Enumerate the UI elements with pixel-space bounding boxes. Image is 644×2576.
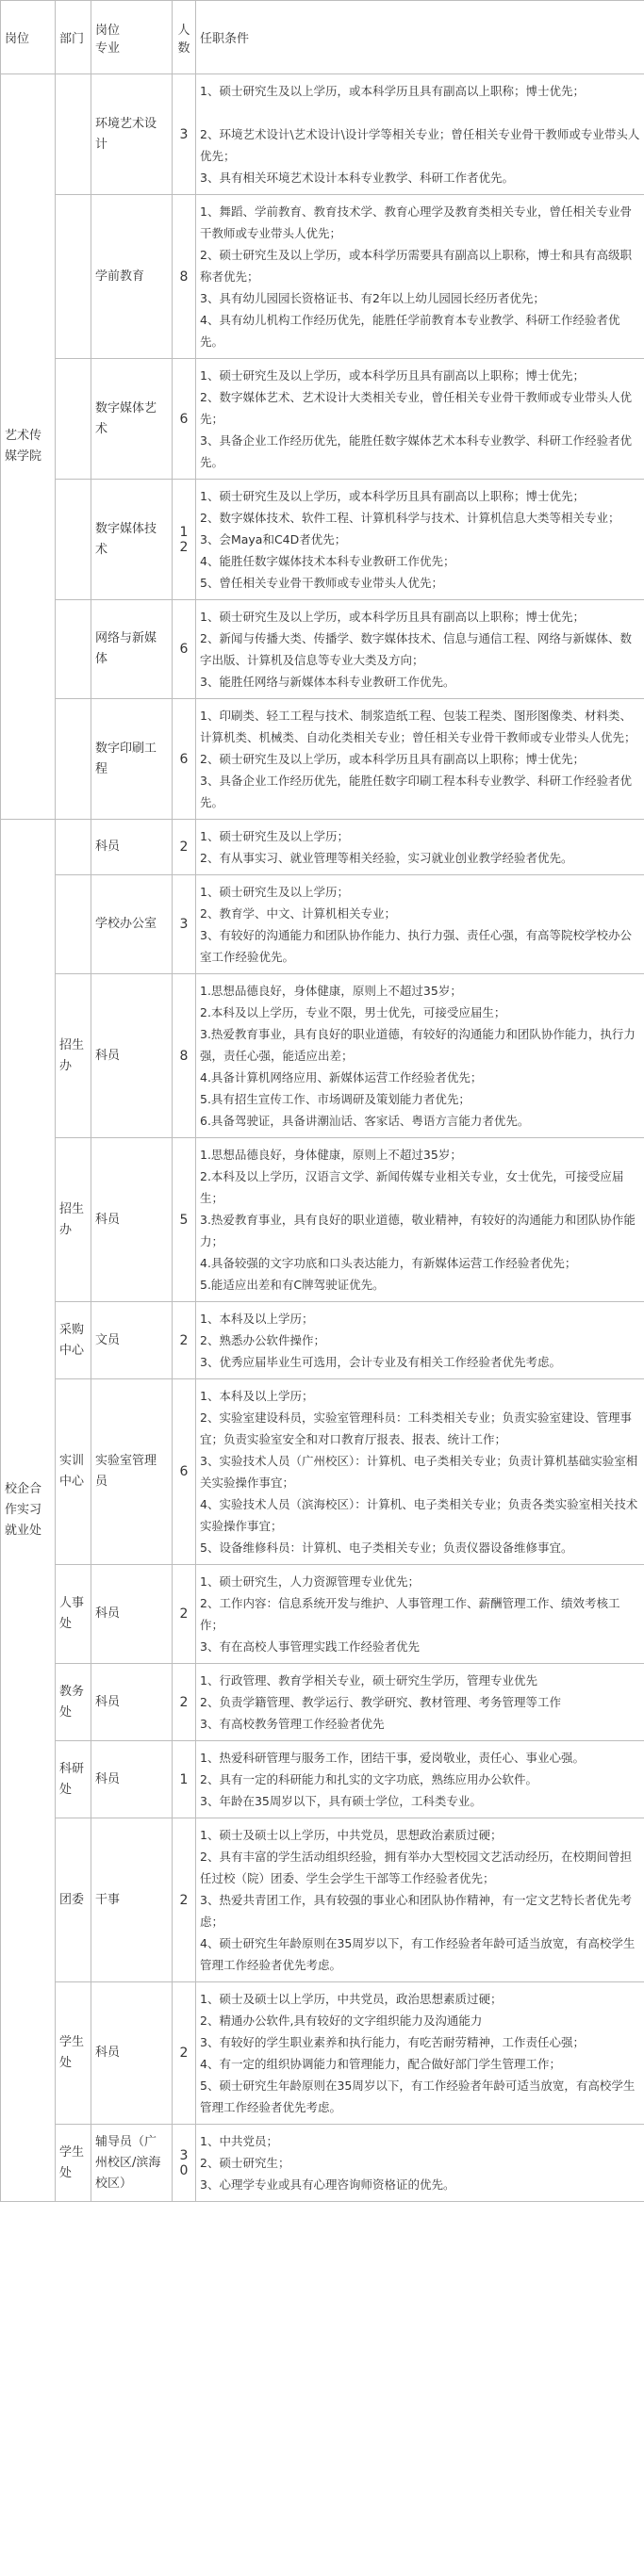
dept-cell: 学生处 <box>56 1982 91 2125</box>
requirement-line: 1.思想品德良好，身体健康，原则上不超过35岁； <box>200 984 462 998</box>
requirement-line: 5、曾任相关专业骨干教师或专业带头人优先； <box>200 576 443 590</box>
requirement-line: 1.思想品德良好，身体健康，原则上不超过35岁； <box>200 1148 462 1162</box>
group-cell: 艺术传媒学院 <box>1 74 56 820</box>
count-cell: 2 <box>173 1565 196 1664</box>
header-position: 岗位 专业 <box>91 1 173 74</box>
table-row <box>1 195 644 359</box>
requirement-line: 3、有在高校人事管理实践工作经验者优先 <box>200 1639 420 1654</box>
dept-cell: 团委 <box>56 1818 91 1982</box>
requirement-cell <box>196 1565 644 1664</box>
requirement-line: 4、有一定的组织协调能力和管理能力，配合做好部门学生管理工作； <box>200 2057 561 2071</box>
requirement-line: 2.本科及以上学历，汉语言文学、新闻传媒专业相关专业，女士优先，可接受应届生； <box>200 1169 624 1205</box>
table-row <box>1 1138 644 1302</box>
dept-cell <box>56 699 91 820</box>
position-cell: 科员 <box>91 1982 173 2125</box>
count-cell: 6 <box>173 699 196 820</box>
requirement-line: 2、负责学籍管理、教学运行、教学研究、教材管理、考务管理等工作 <box>200 1695 561 1709</box>
dept-cell <box>56 480 91 600</box>
position-cell: 科员 <box>91 1741 173 1818</box>
requirement-line: 3、优秀应届毕业生可选用，会计专业及有相关工作经验者优先考虑。 <box>200 1355 561 1369</box>
position-cell: 辅导员（广州校区/滨海校区） <box>91 2125 173 2202</box>
table-row <box>1 359 644 480</box>
count-cell: 12 <box>173 480 196 600</box>
table-row <box>1 875 644 974</box>
table-row <box>1 1664 644 1741</box>
requirement-line: 3、具有相关环境艺术设计本科专业教学、科研工作者优先。 <box>200 171 514 185</box>
requirement-cell <box>196 1818 644 1982</box>
table-row <box>1 1565 644 1664</box>
dept-cell: 实训中心 <box>56 1379 91 1565</box>
requirement-line: 4、能胜任数字媒体技术本科专业教研工作优先； <box>200 554 455 568</box>
position-cell: 环境艺术设计 <box>91 74 173 195</box>
requirement-line: 1、硕士研究生及以上学历，或本科学历且具有副高以上职称；博士优先； <box>200 489 585 503</box>
count-cell: 6 <box>173 1379 196 1565</box>
dept-cell: 采购中心 <box>56 1302 91 1379</box>
position-cell: 学前教育 <box>91 195 173 359</box>
requirement-line: 5、硕士研究生年龄原则在35周岁以下，有工作经验者年龄可适当放宽，有高校学生管理工作经验者优先考虑。 <box>200 2079 636 2114</box>
requirement-cell <box>196 74 644 195</box>
position-cell: 文员 <box>91 1302 173 1379</box>
count-cell: 3 <box>173 74 196 195</box>
requirement-cell <box>196 195 644 359</box>
table-row <box>1 2125 644 2202</box>
requirement-cell <box>196 2125 644 2202</box>
position-cell: 数字媒体技术 <box>91 480 173 600</box>
table-row <box>1 74 644 195</box>
requirement-cell <box>196 699 644 820</box>
count-cell: 2 <box>173 1818 196 1982</box>
table-row <box>1 699 644 820</box>
requirement-line: 2、有从事实习、就业管理等相关经验，实习就业创业教学经验者优先。 <box>200 851 573 865</box>
header-row <box>1 1 644 74</box>
requirement-line: 1、舞蹈、学前教育、教育技术学、教育心理学及教育类相关专业，曾任相关专业骨干教师或专业带头人优先； <box>200 204 632 240</box>
group-cell: 校企合作实习就业处 <box>1 820 56 2202</box>
position-cell: 数字媒体艺术 <box>91 359 173 480</box>
requirement-cell <box>196 1302 644 1379</box>
dept-cell <box>56 359 91 480</box>
requirement-line: 4.具备计算机网络应用、新媒体运营工作经验者优先； <box>200 1070 483 1084</box>
requirement-line: 5.具有招生宣传工作、市场调研及策划能力者优先； <box>200 1092 471 1106</box>
requirement-cell <box>196 600 644 699</box>
requirement-line: 1、热爱科研管理与服务工作，团结干事，爱岗敬业，责任心、事业心强。 <box>200 1751 585 1765</box>
position-cell: 科员 <box>91 1565 173 1664</box>
requirement-line: 1、硕士及硕士以上学历，中共党员，政治思想素质过硬； <box>200 1992 503 2006</box>
requirement-line: 2.本科及以上学历，专业不限，男士优先，可接受应届生； <box>200 1005 506 1019</box>
table-row <box>1 974 644 1138</box>
requirement-line: 3、有高校教务管理工作经验者优先 <box>200 1717 385 1731</box>
requirement-line: 1、硕士及硕士以上学历，中共党员，思想政治素质过硬； <box>200 1828 503 1842</box>
header-group: 岗位 <box>1 1 56 74</box>
count-cell: 2 <box>173 820 196 875</box>
count-cell: 2 <box>173 1982 196 2125</box>
requirement-cell <box>196 359 644 480</box>
requirement-line: 3、年龄在35周岁以下，具有硕士学位，工科类专业。 <box>200 1794 482 1808</box>
requirement-line: 2、具有丰富的学生活动组织经验，拥有举办大型校园文艺活动经历，在校期间曾担任过校（院）团委、学生会学生干部等工作经验者优先； <box>200 1850 632 1885</box>
requirement-line: 1、本科及以上学历； <box>200 1389 314 1403</box>
requirement-line: 1、硕士研究生及以上学历，或本科学历且具有副高以上职称；博士优先； <box>200 84 585 98</box>
dept-cell: 人事处 <box>56 1565 91 1664</box>
table-row <box>1 480 644 600</box>
dept-cell <box>56 195 91 359</box>
requirement-line: 2、硕士研究生及以上学历，或本科学历且具有副高以上职称；博士优先； <box>200 752 585 766</box>
dept-cell <box>56 600 91 699</box>
requirement-line: 5.能适应出差和有C牌驾驶证优先。 <box>200 1278 385 1292</box>
requirement-line: 6.具备驾驶证，具备讲潮汕话、客家话、粤语方言能力者优先。 <box>200 1114 530 1128</box>
requirement-line: 3.热爱教育事业，具有良好的职业道德，有较好的沟通能力和团队协作能力，执行力强，责任心强，能适应出差； <box>200 1027 636 1063</box>
requirement-line: 5、设备维修科员：计算机、电子类相关专业；负责仪器设备维修事宜。 <box>200 1541 573 1555</box>
requirement-line: 3、具备企业工作经历优先，能胜任数字媒体艺术本科专业教学、科研工作经验者优先。 <box>200 433 632 469</box>
requirement-line: 2、教育学、中文、计算机相关专业； <box>200 906 396 921</box>
requirement-line: 2、精通办公软件,具有较好的文字组织能力及沟通能力 <box>200 2014 483 2028</box>
count-cell: 30 <box>173 2125 196 2202</box>
count-cell: 5 <box>173 1138 196 1302</box>
requirement-line: 1、硕士研究生及以上学历； <box>200 885 349 899</box>
dept-cell <box>56 820 91 875</box>
dept-cell: 教务处 <box>56 1664 91 1741</box>
requirement-line: 1、中共党员； <box>200 2134 278 2148</box>
position-cell: 干事 <box>91 1818 173 1982</box>
table-row <box>1 820 644 875</box>
dept-cell: 学生处 <box>56 2125 91 2202</box>
requirement-line: 2、硕士研究生； <box>200 2156 290 2170</box>
requirement-line: 3、热爱共青团工作，具有较强的事业心和团队协作精神，有一定文艺特长者优先考虑； <box>200 1893 632 1929</box>
header-requirement: 任职条件 <box>196 1 644 74</box>
table-row <box>1 1741 644 1818</box>
requirement-line: 4、实验技术人员（滨海校区）：计算机、电子类相关专业；负责各类实验室相关技术实验操作事宜； <box>200 1497 638 1533</box>
table-row <box>1 600 644 699</box>
requirement-line: 3、有较好的学生职业素养和执行能力，有吃苦耐劳精神，工作责任心强； <box>200 2035 585 2049</box>
dept-cell <box>56 875 91 974</box>
requirement-cell <box>196 1982 644 2125</box>
requirement-cell <box>196 875 644 974</box>
count-cell: 3 <box>173 875 196 974</box>
position-cell: 科员 <box>91 1138 173 1302</box>
position-cell: 数字印刷工程 <box>91 699 173 820</box>
count-cell: 2 <box>173 1302 196 1379</box>
count-cell: 2 <box>173 1664 196 1741</box>
requirement-line: 4.具备较强的文字功底和口头表达能力，有新媒体运营工作经验者优先； <box>200 1256 577 1270</box>
requirement-line: 1、硕士研究生及以上学历，或本科学历且具有副高以上职称；博士优先； <box>200 368 585 383</box>
requirement-cell <box>196 1741 644 1818</box>
requirement-line: 1、硕士研究生及以上学历； <box>200 829 349 843</box>
requirement-line: 3、能胜任网络与新媒体本科专业教研工作优先。 <box>200 675 455 689</box>
position-cell: 科员 <box>91 974 173 1138</box>
requirement-line: 2、熟悉办公软件操作； <box>200 1333 325 1347</box>
requirement-line: 4、硕士研究生年龄原则在35周岁以下，有工作经验者年龄可适当放宽，有高校学生管理工作经验者优先考虑。 <box>200 1936 636 1972</box>
position-cell: 科员 <box>91 820 173 875</box>
count-cell: 1 <box>173 1741 196 1818</box>
requirement-line: 4、具有幼儿机构工作经历优先，能胜任学前教育本专业教学、科研工作经验者优先。 <box>200 313 620 349</box>
position-cell: 科员 <box>91 1664 173 1741</box>
position-cell: 实验室管理员 <box>91 1379 173 1565</box>
position-cell: 学校办公室 <box>91 875 173 974</box>
dept-cell: 招生办 <box>56 974 91 1138</box>
requirement-line: 1、硕士研究生及以上学历，或本科学历且具有副高以上职称；博士优先； <box>200 610 585 624</box>
requirement-line: 3、心理学专业或具有心理咨询师资格证的优先。 <box>200 2177 455 2192</box>
requirement-line: 1、印刷类、轻工工程与技术、制浆造纸工程、包装工程类、图形图像类、材料类、计算机类、机械类、自动化类相关专业；曾任相关专业骨干教师或专业带头人优先； <box>200 709 636 744</box>
requirement-line: 1、本科及以上学历； <box>200 1312 314 1326</box>
dept-cell: 科研处 <box>56 1741 91 1818</box>
requirement-line: 2、数字媒体艺术、艺术设计大类相关专业，曾任相关专业骨干教师或专业带头人优先； <box>200 390 632 426</box>
requirement-line: 2、具有一定的科研能力和扎实的文字功底，熟练应用办公软件。 <box>200 1772 537 1786</box>
requirement-line: 3.热爱教育事业，具有良好的职业道德，敬业精神，有较好的沟通能力和团队协作能力； <box>200 1213 636 1248</box>
table-row <box>1 1982 644 2125</box>
requirement-cell <box>196 974 644 1138</box>
header-dept: 部门 <box>56 1 91 74</box>
table-row <box>1 1818 644 1982</box>
count-cell: 6 <box>173 600 196 699</box>
requirement-cell <box>196 1664 644 1741</box>
requirement-line: 2、新闻与传播大类、传播学、数字媒体技术、信息与通信工程、网络与新媒体、数字出版、计算机及信息等专业大类及方向； <box>200 631 632 667</box>
position-cell: 网络与新媒体 <box>91 600 173 699</box>
requirement-line: 3、具备企业工作经历优先，能胜任数字印刷工程本科专业教学、科研工作经验者优先。 <box>200 774 632 809</box>
requirement-line: 2、工作内容：信息系统开发与维护、人事管理工作、薪酬管理工作、绩效考核工作； <box>200 1596 620 1632</box>
requirement-line: 3、实验技术人员（广州校区）：计算机、电子类相关专业；负责计算机基础实验室相关实验操作事宜； <box>200 1454 638 1490</box>
requirement-gap <box>200 102 640 123</box>
requirement-line: 3、具有幼儿园园长资格证书、有2年以上幼儿园园长经历者优先； <box>200 291 545 305</box>
requirement-cell <box>196 1138 644 1302</box>
dept-cell: 招生办 <box>56 1138 91 1302</box>
count-cell: 8 <box>173 195 196 359</box>
count-cell: 8 <box>173 974 196 1138</box>
requirement-line: 2、环境艺术设计\艺术设计\设计学等相关专业；曾任相关专业骨干教师或专业带头人优先； <box>200 127 640 163</box>
count-cell: 6 <box>173 359 196 480</box>
table-row <box>1 1302 644 1379</box>
requirement-line: 2、数字媒体技术、软件工程、计算机科学与技术、计算机信息大类等相关专业； <box>200 511 620 525</box>
requirement-line: 3、会Maya和C4D者优先； <box>200 532 347 546</box>
requirement-line: 1、行政管理、教育学相关专业，硕士研究生学历，管理专业优先 <box>200 1673 537 1687</box>
header-count: 人数 <box>173 1 196 74</box>
table-body <box>1 74 644 2202</box>
dept-cell <box>56 74 91 195</box>
requirement-cell <box>196 480 644 600</box>
requirement-line: 1、硕士研究生，人力资源管理专业优先； <box>200 1574 420 1589</box>
requirement-line: 2、实验室建设科员，实验室管理科员：工科类相关专业；负责实验室建设、管理事宜；负责实验室安全和对口教育厅报表、报表、统计工作； <box>200 1410 632 1446</box>
table-row <box>1 1379 644 1565</box>
requirement-line: 2、硕士研究生及以上学历，或本科学历需要具有副高以上职称，博士和具有高级职称者优先； <box>200 248 632 284</box>
requirement-cell <box>196 1379 644 1565</box>
requirement-line: 3、有较好的沟通能力和团队协作能力、执行力强、责任心强，有高等院校学校办公室工作经验优先。 <box>200 928 632 964</box>
requirement-cell <box>196 820 644 875</box>
